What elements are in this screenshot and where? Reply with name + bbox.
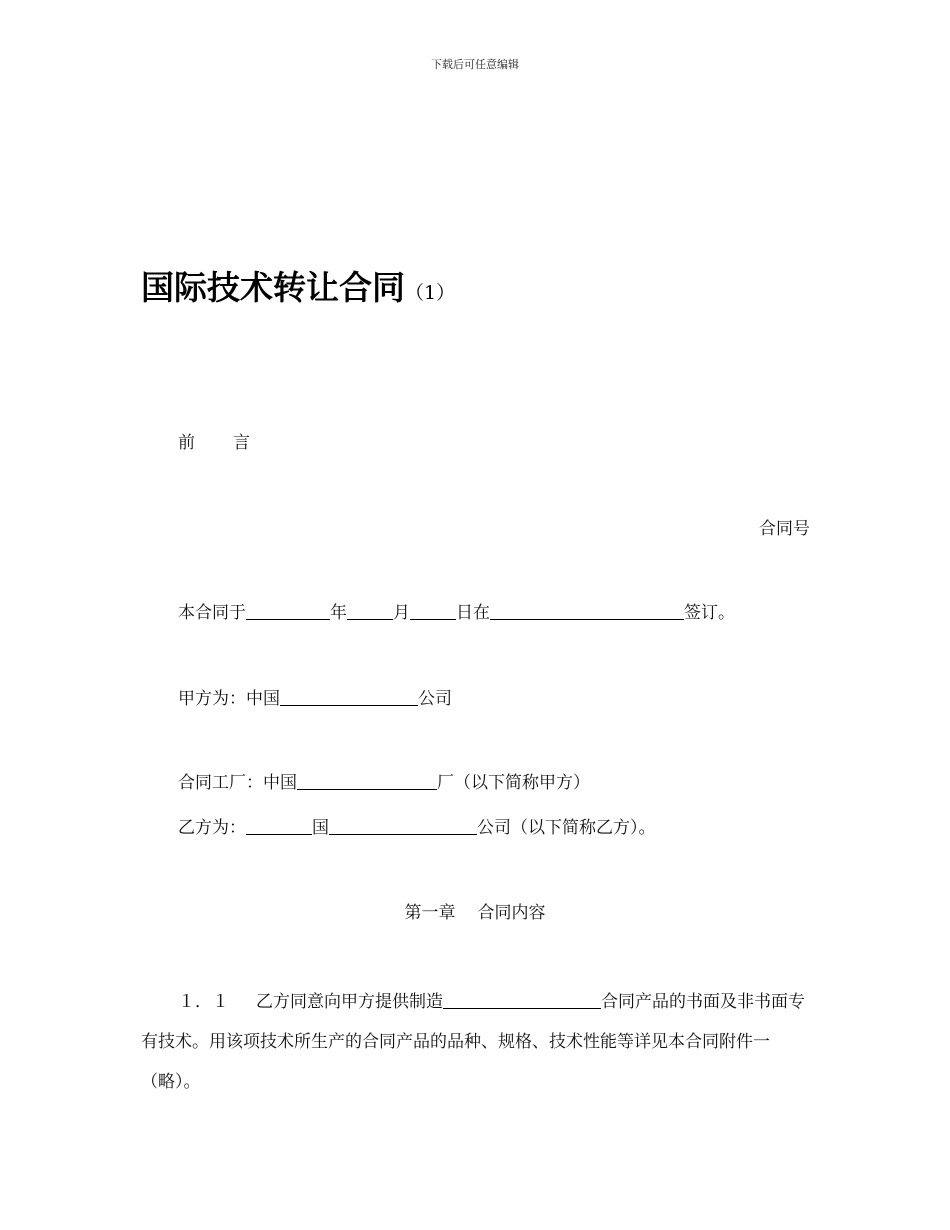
chapter-heading [0,898,950,923]
party-a-prefix: 甲方为：中国 [178,689,280,709]
year-blank[interactable] [246,602,330,620]
factory-suffix: 厂（以下简称甲方） [437,773,590,793]
title-suffix: （1） [405,282,456,304]
month-blank[interactable] [347,602,393,620]
party-a-line [178,684,452,709]
party-b-line [178,813,656,838]
signing-line [178,598,735,623]
clause-text-after: 合同产品的书面及非书面专有技术。用该项技术所生产的合同产品的品种、规格、技术性能等详见本合同附件一（略）。 [141,992,805,1092]
party-b-company-blank[interactable] [329,817,477,835]
download-note: 下载后可任意编辑 [431,58,519,71]
party-a-blank[interactable] [280,688,418,706]
day-blank[interactable] [410,602,456,620]
clause-number: １．１ [178,992,229,1012]
factory-prefix: 合同工厂：中国 [178,773,297,793]
party-b-suffix: 公司（以下简称乙方）。 [477,818,656,838]
signing-prefix: 本合同于 [178,603,246,623]
party-a-suffix: 公司 [418,689,452,709]
preface-heading [178,428,250,453]
product-blank[interactable] [443,991,601,1009]
title-text: 国际技术转让合同 [141,268,405,307]
preface-char-2: 言 [233,433,250,453]
party-b-prefix: 乙方为： [178,818,246,838]
month-label: 月 [393,603,410,623]
party-b-country-label: 国 [312,818,329,838]
document-title [141,262,455,309]
signing-suffix: 签订。 [684,603,735,623]
place-blank[interactable] [490,602,684,620]
clause-text-before: 乙方同意向甲方提供制造 [256,992,443,1012]
chapter-number: 第一章 [404,903,456,923]
factory-line [178,768,590,793]
contract-number-label: 合同号 [759,519,810,539]
day-at-label: 日在 [456,603,490,623]
factory-blank[interactable] [297,772,437,790]
party-b-country-blank[interactable] [246,817,312,835]
year-label: 年 [330,603,347,623]
preface-char-1: 前 [178,433,195,453]
chapter-name: 合同内容 [477,903,546,923]
clause-1-1 [141,982,811,1102]
